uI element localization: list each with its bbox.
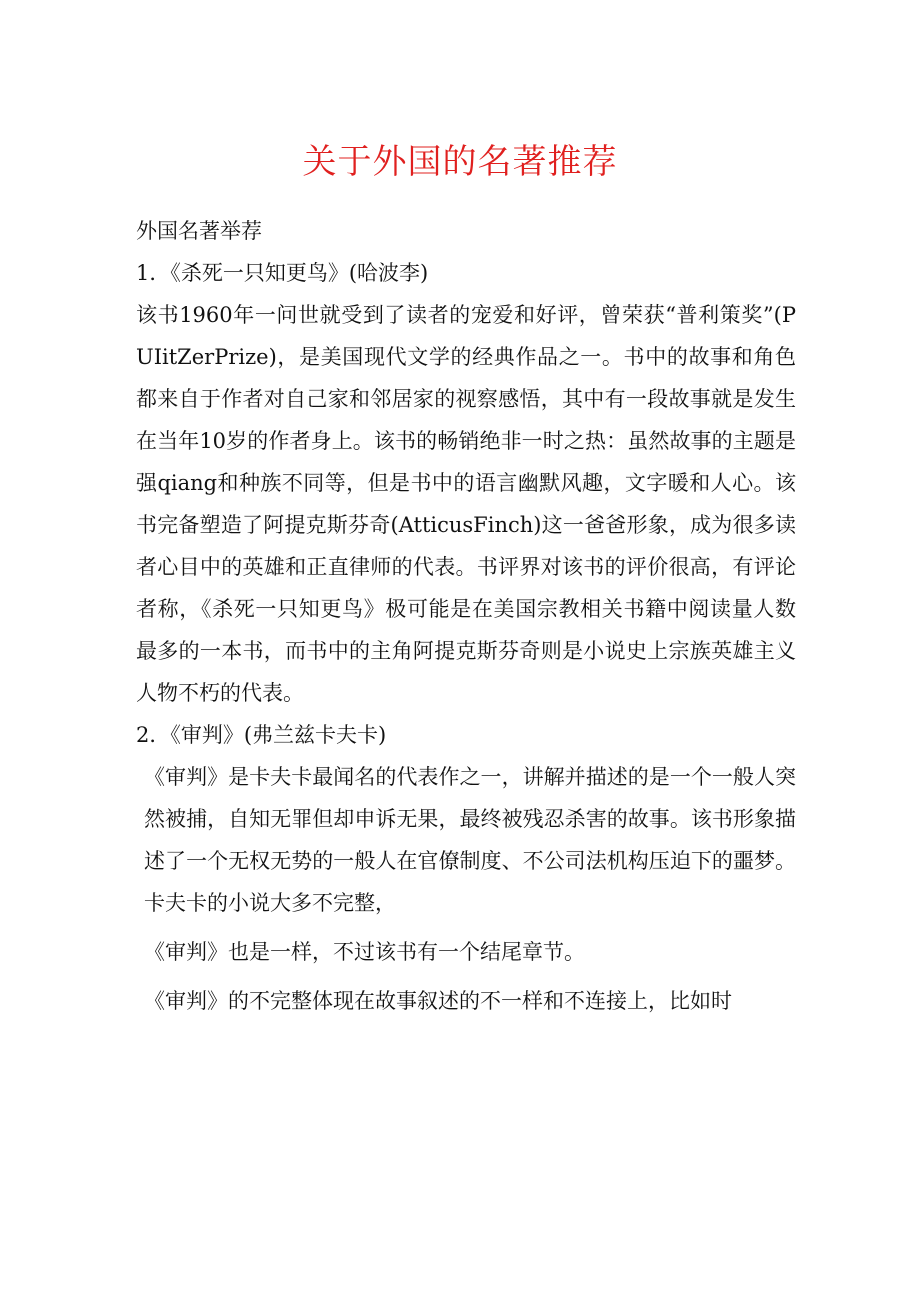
paragraph: 《审判》是卡夫卡最闻名的代表作之一，讲解并描述的是一个一般人突然被捕，自知无罪但却申诉无果，最终被残忍杀害的故事。该书形象描述了一个无权无势的一般人在官僚制度、不公司法机构压迫下的噩梦。卡夫卡的小说大多不完整， xyxy=(144,765,796,915)
book-heading: 2．《审判》(弗兰兹卡夫卡) xyxy=(136,723,387,747)
book-heading: 1．《杀死一只知更鸟》(哈波李) xyxy=(136,261,429,285)
document-title: 关于外国的名著推荐 xyxy=(302,142,618,182)
document-body xyxy=(136,210,796,1022)
section-heading: 外国名著举荐 xyxy=(136,219,262,243)
paragraph: 《审判》也是一样，不过该书有一个结尾章节。 xyxy=(144,940,585,964)
paragraph: 《审判》的不完整体现在故事叙述的不一样和不连接上，比如时 xyxy=(144,989,732,1013)
paragraph: 该书1960年一问世就受到了读者的宠爱和好评，曾荣获“普利策奖”(PUIitZerPrize)，是美国现代文学的经典作品之一。书中的故事和角色都来自于作者对自己家和邻居家的视察感悟，其中有一段故事就是发生在当年10岁的作者身上。该书的畅销绝非一时之热：虽然故事的主题是强qiang和种族不同等，但是书中的语言幽默风趣，文字暖和人心。该书完备塑造了阿提克斯芬奇(AtticusFinch)这一爸爸形象，成为很多读者心目中的英雄和正直律师的代表。书评界对该书的评价很高，有评论者称，《杀死一只知更鸟》极可能是在美国宗教相关书籍中阅读量人数最多的一本书，而书中的主角阿提克斯芬奇则是小说史上宗族英雄主义人物不朽的代表。 xyxy=(136,303,796,705)
